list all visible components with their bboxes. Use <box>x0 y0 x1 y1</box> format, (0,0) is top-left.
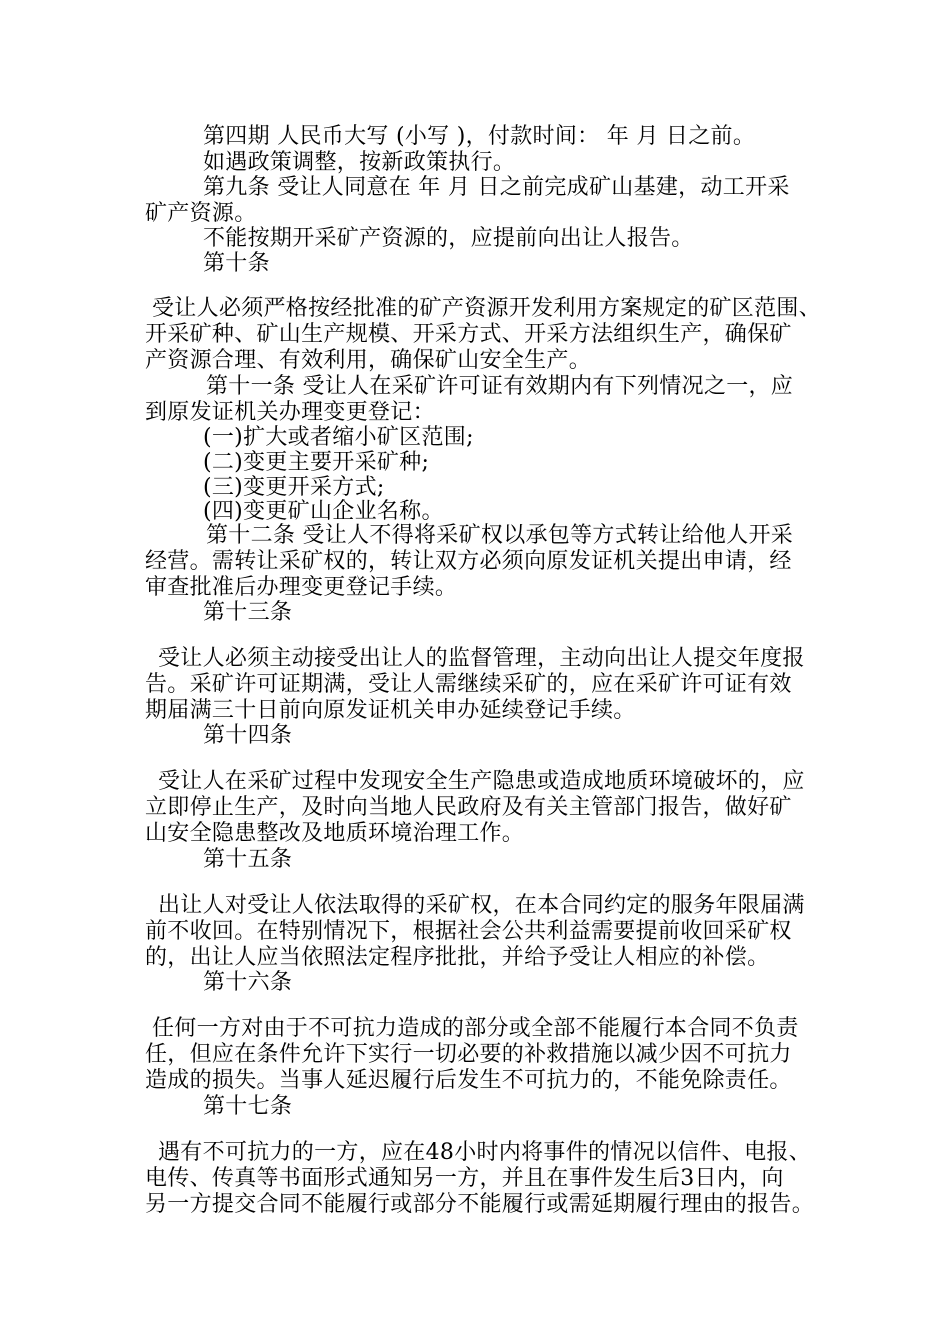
text-line: 受让人必须严格按经批准的矿产资源开发利用方案规定的矿区范围、 <box>152 296 822 321</box>
text-line: 电传、传真等书面形式通知另一方，并且在事件发生后3日内，向 <box>145 1166 784 1191</box>
section-heading: 第十条 <box>203 251 270 276</box>
list-item: (一)扩大或者缩小矿区范围; <box>203 425 474 450</box>
text-line: 期届满三十日前向原发证机关申办延续登记手续。 <box>145 698 636 723</box>
text-line: 第四期 人民币大写 (小写 )，付款时间： 年 月 日之前。 <box>203 124 756 149</box>
list-item: (三)变更开采方式; <box>203 475 385 500</box>
section-heading: 第十四条 <box>203 723 293 748</box>
text-line: 山安全隐患整改及地质环境治理工作。 <box>145 821 525 846</box>
section-heading: 第十六条 <box>203 970 293 995</box>
text-line: 受让人必须主动接受出让人的监督管理，主动向出让人提交年度报 <box>158 646 805 671</box>
text-line: 遇有不可抗力的一方，应在48小时内将事件的情况以信件、电报、 <box>158 1140 811 1165</box>
text-line: 不能按期开采矿产资源的，应提前向出让人报告。 <box>203 226 694 251</box>
list-item: (二)变更主要开采矿种; <box>203 450 430 475</box>
text-line: 开采矿种、矿山生产规模、开采方式、开采方法组织生产，确保矿 <box>145 322 792 347</box>
text-line: 第十二条 受让人不得将采矿权以承包等方式转让给他人开采 <box>206 523 794 548</box>
text-line: 造成的损失。当事人延迟履行后发生不可抗力的，不能免除责任。 <box>145 1068 792 1093</box>
text-line: 产资源合理、有效利用，确保矿山安全生产。 <box>145 348 592 373</box>
text-line: 任何一方对由于不可抗力造成的部分或全部不能履行本合同不负责 <box>152 1016 799 1041</box>
text-line: 第十一条 受让人在采矿许可证有效期内有下列情况之一，应 <box>206 374 794 399</box>
text-line: 受让人在采矿过程中发现安全生产隐患或造成地质环境破坏的，应 <box>158 769 805 794</box>
text-line: 任，但应在条件允许下实行一切必要的补救措施以减少因不可抗力 <box>145 1042 792 1067</box>
text-line: 第九条 受让人同意在 年 月 日之前完成矿山基建，动工开采 <box>203 175 790 200</box>
section-heading: 第十三条 <box>203 600 293 625</box>
text-line: 出让人对受让人依法取得的采矿权，在本合同约定的服务年限届满 <box>158 893 805 918</box>
text-line: 的，出让人应当依照法定程序批批，并给予受让人相应的补偿。 <box>145 945 770 970</box>
section-heading: 第十五条 <box>203 847 293 872</box>
list-item: (四)变更矿山企业名称。 <box>203 499 444 524</box>
section-heading: 第十七条 <box>203 1094 293 1119</box>
text-line: 到原发证机关办理变更登记： <box>145 400 435 425</box>
text-line: 告。采矿许可证期满，受让人需继续采矿的，应在采矿许可证有效 <box>145 672 792 697</box>
text-line: 矿产资源。 <box>145 201 257 226</box>
text-line: 立即停止生产，及时向当地人民政府及有关主管部门报告，做好矿 <box>145 795 792 820</box>
text-line: 另一方提交合同不能履行或部分不能履行或需延期履行理由的报告。 <box>145 1192 815 1217</box>
text-line: 审查批准后办理变更登记手续。 <box>145 575 458 600</box>
text-line: 如遇政策调整，按新政策执行。 <box>203 150 516 175</box>
text-line: 前不收回。在特别情况下，根据社会公共利益需要提前收回采矿权 <box>145 919 792 944</box>
text-line: 经营。需转让采矿权的，转让双方必须向原发证机关提出申请，经 <box>145 549 792 574</box>
